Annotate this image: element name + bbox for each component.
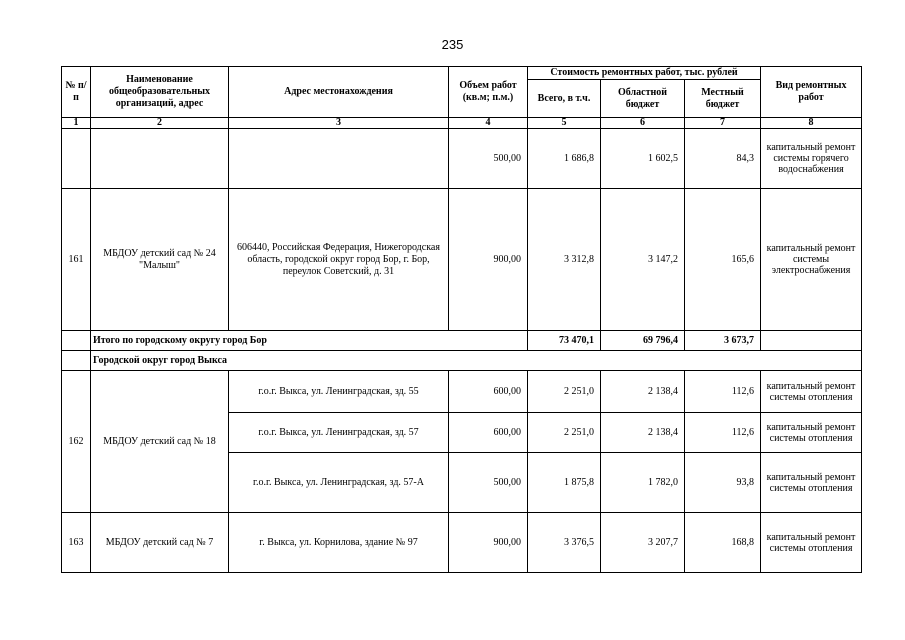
header-local: Местный бюджет bbox=[685, 80, 761, 118]
local-cell: 165,6 bbox=[685, 189, 761, 331]
address-cell: г. Выкса, ул. Корнилова, здание № 97 bbox=[229, 513, 449, 573]
section-row bbox=[62, 351, 862, 371]
regional-cell: 2 138,4 bbox=[601, 413, 685, 453]
total-cell: 1 686,8 bbox=[528, 129, 601, 189]
organization-cell: МБДОУ детский сад № 7 bbox=[91, 513, 229, 573]
work-type-cell: капитальный ремонт системы электроснабжения bbox=[761, 189, 862, 331]
header-address: Адрес местонахождения bbox=[229, 67, 449, 118]
work-type-cell: капитальный ремонт системы отопления bbox=[761, 513, 862, 573]
local-cell: 112,6 bbox=[685, 371, 761, 413]
header-total: Всего, в т.ч. bbox=[528, 80, 601, 118]
row-number: 161 bbox=[62, 189, 91, 331]
header-num: № п/п bbox=[62, 67, 91, 118]
total-row bbox=[62, 331, 862, 351]
work-type-cell: капитальный ремонт системы горячего водоснабжения bbox=[761, 129, 862, 189]
local-cell: 168,8 bbox=[685, 513, 761, 573]
column-number: 7 bbox=[685, 118, 761, 129]
total-cell: 2 251,0 bbox=[528, 371, 601, 413]
repair-works-table bbox=[61, 66, 862, 573]
total-cell: 73 470,1 bbox=[528, 331, 601, 351]
local-cell: 93,8 bbox=[685, 453, 761, 513]
section-label: Городской округ город Выкса bbox=[91, 351, 862, 371]
local-cell: 84,3 bbox=[685, 129, 761, 189]
volume-cell: 900,00 bbox=[449, 189, 528, 331]
address-cell: 606440, Российская Федерация, Нижегородская область, городской округ город Бор, г. Бор, переулок Советский, д. 31 bbox=[229, 189, 449, 331]
regional-cell: 3 207,7 bbox=[601, 513, 685, 573]
header-work-type: Вид ремонтных работ bbox=[761, 67, 862, 118]
regional-cell: 1 602,5 bbox=[601, 129, 685, 189]
total-cell: 3 376,5 bbox=[528, 513, 601, 573]
regional-cell: 69 796,4 bbox=[601, 331, 685, 351]
column-number: 4 bbox=[449, 118, 528, 129]
volume-cell: 500,00 bbox=[449, 129, 528, 189]
row-number: 163 bbox=[62, 513, 91, 573]
column-number: 3 bbox=[229, 118, 449, 129]
header-cost-group: Стоимость ремонтных работ, тыс. рублей bbox=[528, 67, 761, 80]
table-row bbox=[62, 129, 862, 189]
work-type-cell: капитальный ремонт системы отопления bbox=[761, 413, 862, 453]
header-organization: Наименование общеобразовательных организаций, адрес bbox=[91, 67, 229, 118]
address-cell: г.о.г. Выкса, ул. Ленинградская, зд. 57-А bbox=[229, 453, 449, 513]
local-cell: 3 673,7 bbox=[685, 331, 761, 351]
total-cell: 2 251,0 bbox=[528, 413, 601, 453]
total-cell: 1 875,8 bbox=[528, 453, 601, 513]
organization-cell: МБДОУ детский сад № 24 "Малыш" bbox=[91, 189, 229, 331]
regional-cell: 1 782,0 bbox=[601, 453, 685, 513]
work-type-cell: капитальный ремонт системы отопления bbox=[761, 371, 862, 413]
volume-cell: 600,00 bbox=[449, 371, 528, 413]
organization-cell: МБДОУ детский сад № 18 bbox=[91, 371, 229, 513]
header-regional: Областной бюджет bbox=[601, 80, 685, 118]
row-number: 162 bbox=[62, 371, 91, 513]
table-row bbox=[62, 371, 862, 413]
volume-cell: 500,00 bbox=[449, 453, 528, 513]
column-number: 8 bbox=[761, 118, 862, 129]
regional-cell: 3 147,2 bbox=[601, 189, 685, 331]
address-cell: г.о.г. Выкса, ул. Ленинградская, зд. 57 bbox=[229, 413, 449, 453]
column-number: 5 bbox=[528, 118, 601, 129]
volume-cell: 900,00 bbox=[449, 513, 528, 573]
column-number: 1 bbox=[62, 118, 91, 129]
address-cell: г.о.г. Выкса, ул. Ленинградская, зд. 55 bbox=[229, 371, 449, 413]
page-number: 235 bbox=[441, 37, 464, 52]
table-row bbox=[62, 513, 862, 573]
work-type-cell: капитальный ремонт системы отопления bbox=[761, 453, 862, 513]
column-numbers-row bbox=[62, 118, 862, 129]
table-row bbox=[62, 189, 862, 331]
volume-cell: 600,00 bbox=[449, 413, 528, 453]
total-cell: 3 312,8 bbox=[528, 189, 601, 331]
total-label: Итого по городскому округу город Бор bbox=[91, 331, 528, 351]
column-number: 6 bbox=[601, 118, 685, 129]
column-number: 2 bbox=[91, 118, 229, 129]
local-cell: 112,6 bbox=[685, 413, 761, 453]
header-volume: Объем работ (кв.м; п.м.) bbox=[449, 67, 528, 118]
regional-cell: 2 138,4 bbox=[601, 371, 685, 413]
